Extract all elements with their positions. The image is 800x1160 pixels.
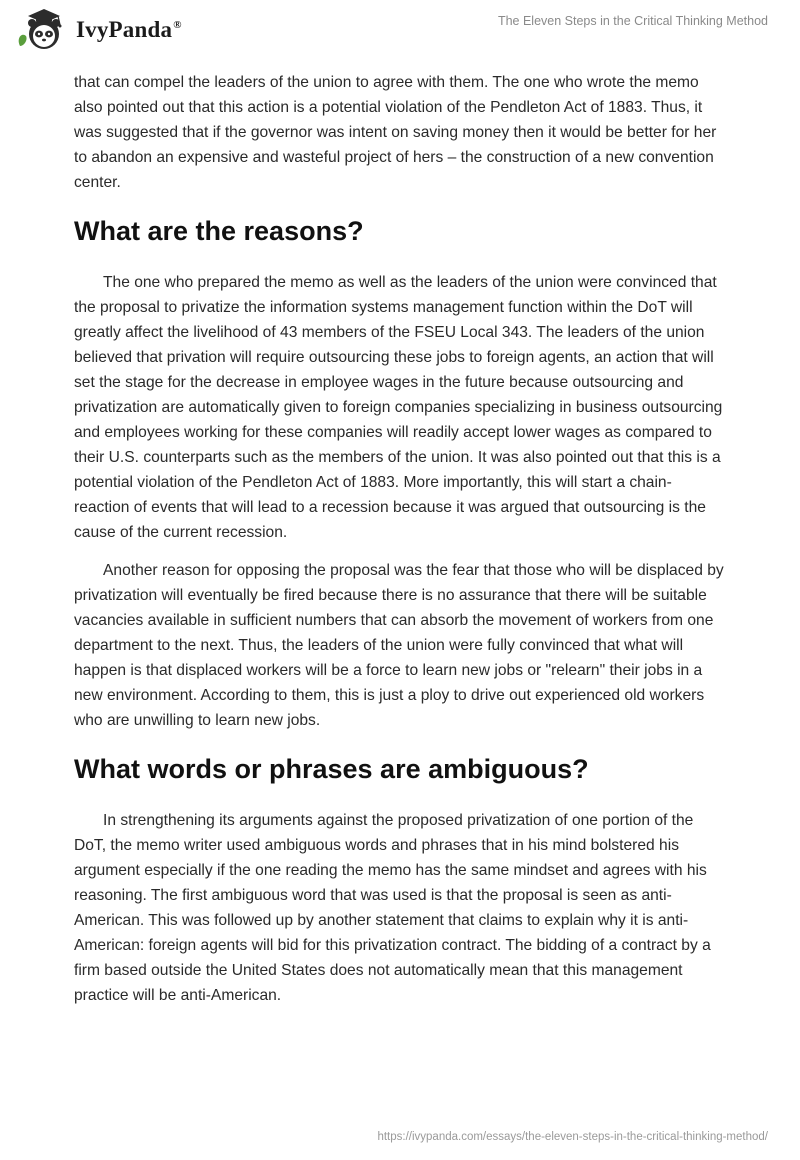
ivypanda-logo[interactable]: [14, 6, 182, 54]
document-title: The Eleven Steps in the Critical Thinking Method: [497, 14, 768, 28]
panda-mascot-icon: [14, 6, 70, 54]
heading-reasons: What are the reasons?: [74, 216, 364, 246]
ambiguous-paragraph-1: In strengthening its arguments against the proposed privatization of one portion of the DoT, the memo writer used ambiguous words and phrases that in his mind bolstered his argument especially if the one reading the memo has the same mindset and agrees with his reasoning. The first ambiguous word that was used is that the proposal is seen as anti-American. This was followed up by another statement that claims to explain why it is anti-American: foreign agents will bid for this privatization contract. The bidding of a contract by a firm based outside the United States does not automatically mean that this management practice will be anti-American.: [74, 812, 711, 1004]
reasons-paragraph-1: The one who prepared the memo as well as the leaders of the union were convinced that the proposal to privatize the information systems management function within the DoT will greatly affect the livelihood of 43 members of the FSEU Local 343. The leaders of the union believed that privation will require outsourcing these jobs to foreign agents, an action that will set the stage for the decrease in employee wages in the future because outsourcing and privatization are automatically given to foreign companies specializing in business outsourcing and employees working for these companies will readily accept lower wages as compared to their U.S. counterparts such as the members of the union. It was also pointed out that this is a potential violation of the Pendleton Act of 1883. More importantly, this will start a chain-reaction of events that will lead to a recession because it was argued that outsourcing is the cause of the current recession.: [74, 274, 723, 541]
essay-content: [74, 70, 724, 1021]
brand-name: IvyPanda®: [76, 17, 182, 42]
footer-url-link[interactable]: https://ivypanda.com/essays/the-eleven-steps-in-the-critical-thinking-method/: [377, 1131, 768, 1143]
intro-paragraph: that can compel the leaders of the union to agree with them. The one who wrote the memo also pointed out that this action is a potential violation of the Pendleton Act of 1883. Thus, it was suggested that if the governor was intent on saving money then it would be better for her to abandon an expensive and wasteful project of hers – the construction of a new convention center.: [74, 74, 717, 191]
heading-ambiguous: What words or phrases are ambiguous?: [74, 754, 589, 784]
reasons-paragraph-2: Another reason for opposing the proposal was the fear that those who will be displaced by privatization will eventually be fired because there is no assurance that there will be suitable vacancies available in sufficient numbers that can absorb the movement of workers from one department to the next. Thus, the leaders of the union were fully convinced that what will happen is that displaced workers will be a force to learn new jobs or "relearn" their jobs in a new environment. According to them, this is just a ploy to drive out experienced old workers who are unwilling to learn new jobs.: [74, 562, 724, 729]
page-header: [0, 0, 800, 60]
